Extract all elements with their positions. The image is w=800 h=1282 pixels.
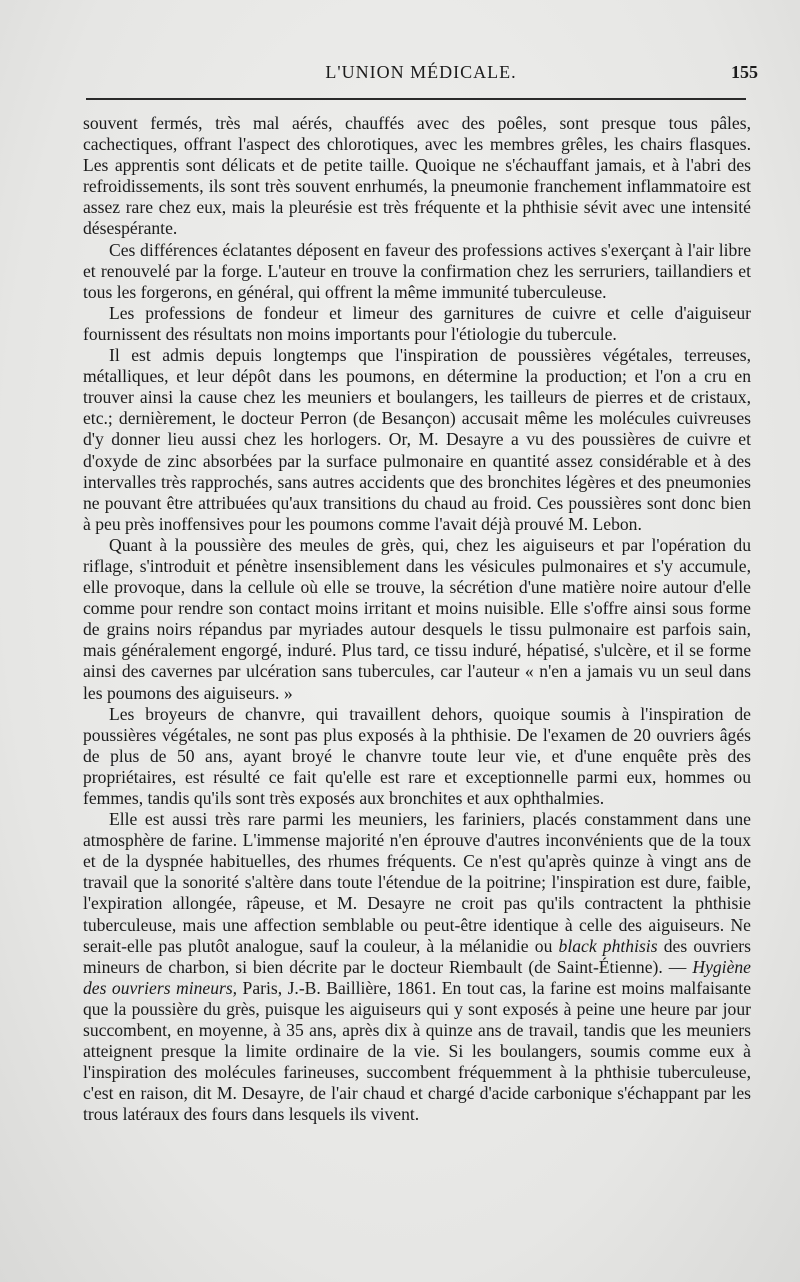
- paragraph-2: Ces différences éclatantes déposent en faveur des professions actives s'exerçant à l'air libre et renouvelé par la forge. L'auteur en trouve la confirmation chez les serruriers, taillandiers et tous les forgerons, en général, qui offrent la même immunité tuberculeuse.: [83, 239, 751, 302]
- paragraph-7-part-3: Paris, J.-B. Baillière, 1861. En tout cas, la farine est moins malfaisante que la poussière du grès, puisque les aiguiseurs qui y sont exposés à peine une heure par jour succombent, en moyenne, à 35 ans, après dix à quinze ans de travail, tandis que les meuniers atteignent presque la limite ordinaire de la vie. Si les boulangers, soumis comme eux à l'inspiration des molécules farineuses, succombent fréquemment à la phthisie tuberculeuse, c'est en raison, dit M. Desayre, de l'air chaud et chargé d'acide carbonique s'échappant par les trous latéraux des fours dans lesquels ils vivent.: [83, 977, 751, 1125]
- running-title: L'UNION MÉDICALE.: [325, 62, 517, 82]
- paragraph-1: souvent fermés, très mal aérés, chauffés avec des poêles, sont presque tous pâles, cachectiques, offrant l'aspect des chlorotiques, avec les membres grêles, les chairs flasques. Les apprentis sont délicats et de petite taille. Quoique ne s'échauffant jamais, et à l'abri des refroidissements, ils sont très souvent enrhumés, la pneumonie franchement inflammatoire est assez rare chez eux, mais la pleurésie est très fréquente et la phthisie sévit avec une intensité désespérante.: [83, 113, 751, 239]
- paragraph-7-part-1: Elle est aussi très rare parmi les meuniers, les fariniers, placés constamment dans une atmosphère de farine. L'immense majorité n'en éprouve d'autres inconvénients que de la toux et de la dyspnée habituelles, des rhumes fréquents. Ce n'est qu'après quinze à vingt ans de travail que la sonorité s'altère dans toute l'étendue de la poitrine; l'inspiration est dure, faible, l'expiration allongée, râpeuse, et M. Desayre ne croit pas qu'ils contractent la phthisie tuberculeuse, mais une affection semblable ou peut-être identique à celle des aiguiseurs. Ne serait-elle pas plutôt analogue, sauf la couleur, à la mélanidie ou: [83, 809, 751, 956]
- header-rule: [86, 98, 746, 100]
- paragraph-7-part-2: des ouvriers mineurs de charbon, si bien décrite par le docteur Riembault (de Saint-Étienne). —: [83, 935, 752, 977]
- black-phthisis-term: black phthisis: [558, 935, 658, 956]
- page-header: [84, 62, 758, 88]
- page-number: 155: [731, 62, 758, 82]
- paragraph-7: [83, 809, 751, 1125]
- paragraph-3: Les professions de fondeur et limeur des garnitures de cuivre et celle d'aiguiseur fournissent des résultats non moins importants pour l'étiologie du tubercule.: [83, 302, 751, 344]
- article-body: [83, 113, 751, 1126]
- paragraph-5: Quant à la poussière des meules de grès, qui, chez les aiguiseurs et par l'opération du riflage, s'introduit et pénètre insensiblement dans les vésicules pulmonaires et s'y accumule, elle provoque, dans la cellule où elle se trouve, la sécrétion d'une matière noire autour d'elle comme pour rendre son contact moins irritant et moins nuisible. Elle s'offre ainsi sous forme de grains noirs répandus par myriades autour desquels le tissu pulmonaire est parfois sain, mais généralement engorgé, induré. Plus tard, ce tissu induré, hépatisé, s'ulcère, et il se forme ainsi des cavernes par ulcération sans tubercules, car l'auteur « n'en a jamais vu un seul dans les poumons des aiguiseurs. »: [83, 534, 751, 703]
- paragraph-6: Les broyeurs de chanvre, qui travaillent dehors, quoique soumis à l'inspiration de poussières végétales, ne sont pas plus exposés à la phthisie. De l'examen de 20 ouvriers âgés de plus de 50 ans, ayant broyé le chanvre toute leur vie, et d'une enquête près des propriétaires, est résulté ce fait qu'elle est rare et exceptionnelle parmi eux, hommes ou femmes, tandis qu'ils sont très exposés aux bronchites et aux ophthalmies.: [83, 703, 751, 808]
- cited-work-title: Hygiène des ouvriers mineurs,: [83, 956, 751, 998]
- paragraph-4: Il est admis depuis longtemps que l'inspiration de poussières végétales, terreuses, métalliques, et leur dépôt dans les poumons, en détermine la production; et l'on a cru en trouver ainsi la cause chez les meuniers et boulangers, les tailleurs de pierres et de cristaux, etc.; dernièrement, le docteur Perron (de Besançon) accusait même les molécules cuivreuses d'y donner lieu aussi chez les horlogers. Or, M. Desayre a vu des poussières de cuivre et d'oxyde de zinc absorbées par la surface pulmonaire en quantité assez considérable et à des intervalles très rapprochés, sans autres accidents que des bronchites légères et des pneumonies ne pouvant être attribuées qu'aux transitions du chaud au froid. Ces poussières sont donc bien à peu près inoffensives pour les poumons comme l'avait déjà prouvé M. Lebon.: [83, 345, 751, 534]
